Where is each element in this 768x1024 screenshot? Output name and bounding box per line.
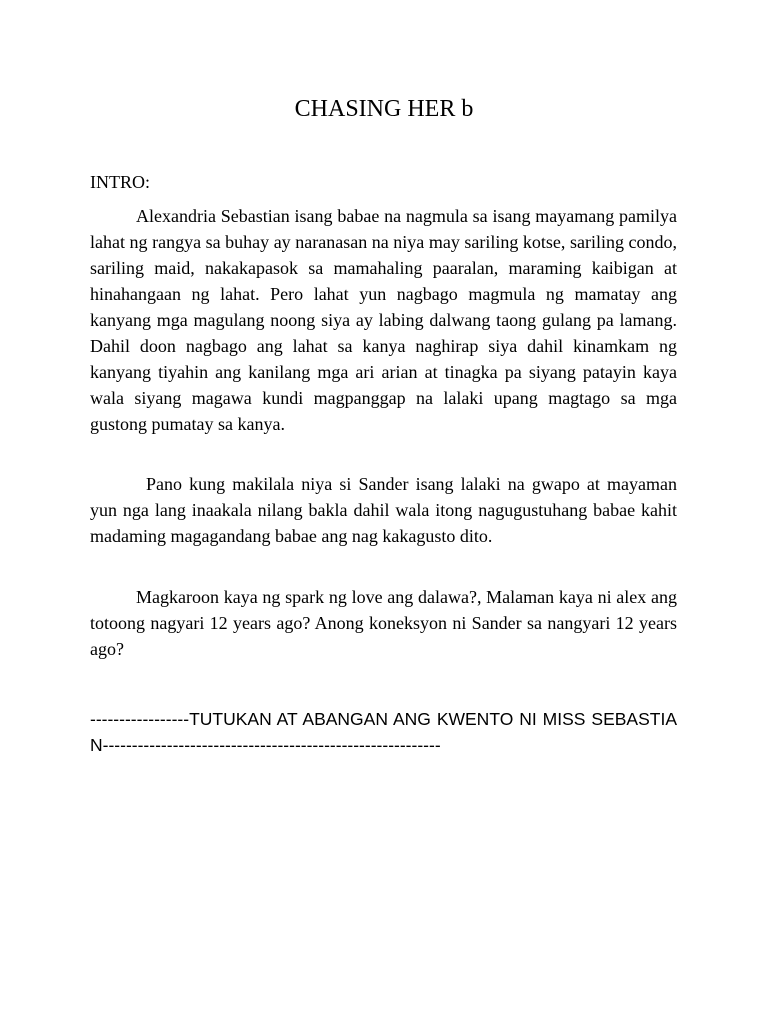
- intro-label: INTRO:: [90, 172, 150, 192]
- paragraph-2: Pano kung makilala niya si Sander isang lalaki na gwapo at mayaman yun nga lang inaakala nilang bakla dahil wala itong nagugustuhang babae kahit madaming magagandang babae ang nag kakagusto dito.: [90, 474, 677, 546]
- paragraph-1: Alexandria Sebastian isang babae na nagmula sa isang mayamang pamilya lahat ng rangya sa buhay ay naranasan na niya may sariling kotse, sariling condo, sariling maid, nakakapasok sa mamahaling paaralan, maraming kaibigan at hinahangaan ng lahat. Pero lahat yun nagbago magmula ng mamatay ang kanyang mga magulang noong siya ay labing dalwang taong gulang pa lamang. Dahil doon nagbago ang lahat sa kanya naghirap siya dahil kinamkam ng kanyang tiyahin ang kanilang mga ari arian at tinagka pa siyang patayin kaya wala siyang magawa kundi magpanggap na lalaki upang magtago sa mga gustong pumatay sa kanya.: [90, 206, 677, 434]
- paragraph-3: Magkaroon kaya ng spark ng love ang dalawa?, Malaman kaya ni alex ang totoong nagyari 12 years ago? Anong koneksyon ni Sander sa nangyari 12 years ago?: [90, 587, 677, 659]
- document-title: CHASING HER b: [294, 96, 474, 122]
- closing-line: -----------------TUTUKAN AT ABANGAN ANG KWENTO NI MISS SEBASTIAN----------------------------------------------------------: [90, 709, 677, 755]
